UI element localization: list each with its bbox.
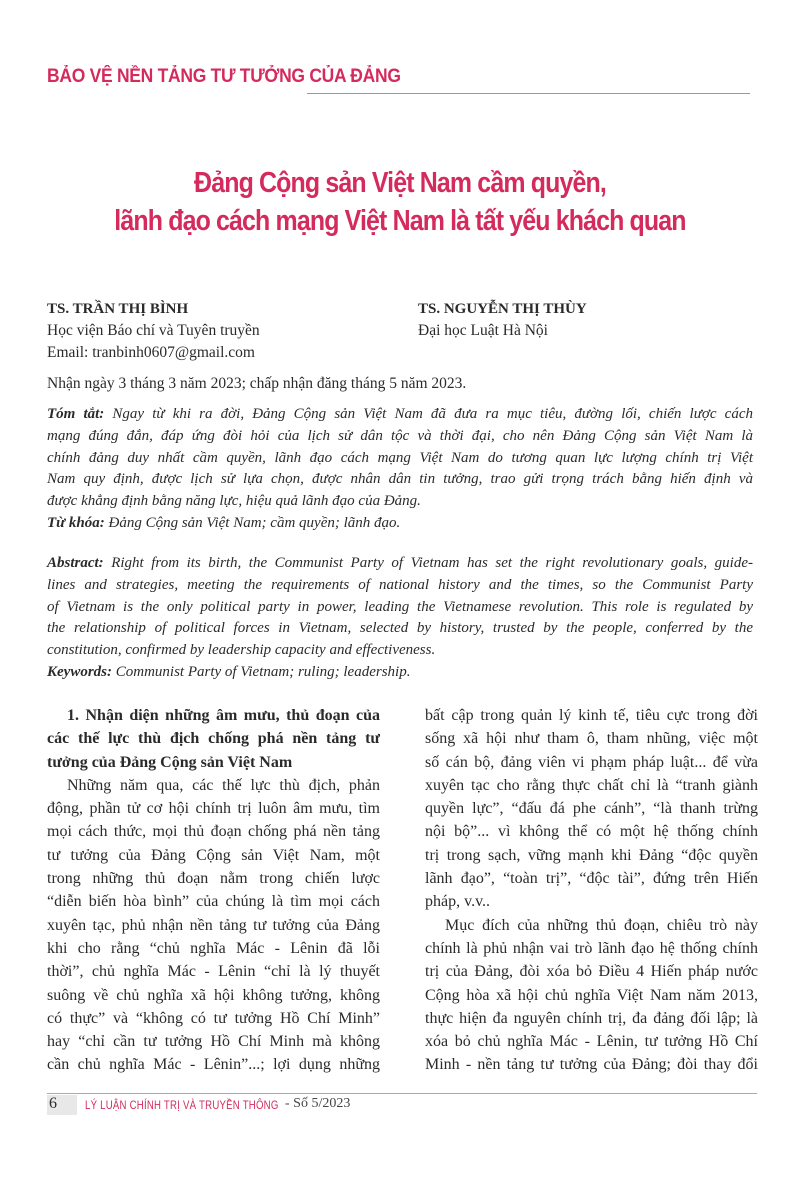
body-text-line: xuyên tạc, phủ nhận nền tảng tư tưởng của Đảng — [47, 916, 380, 934]
section-header: BẢO VỆ NỀN TẢNG TƯ TƯỞNG CỦA ĐẢNG — [47, 66, 401, 87]
author-name: TS. TRẦN THỊ BÌNH — [47, 301, 189, 317]
author-affiliation: Đại học Luật Hà Nội — [418, 322, 548, 339]
body-text-line: cần chủ nghĩa Mác - Lênin”...; lợi dụng những — [47, 1056, 380, 1074]
abstract-text: of Vietnam is the only political party in power, leading the Vietnamese revolution. This role is regulated by — [47, 598, 753, 615]
body-text-line: hay “chỉ cần tư tưởng Hồ Chí Minh mà không — [47, 1033, 380, 1051]
body-text-line: “diễn biến hòa bình” của chúng là tìm mọi cách — [47, 893, 380, 911]
keywords-line — [47, 662, 753, 684]
abstract-label: Tóm tắt: — [47, 406, 105, 422]
abstract-text: Nam quy định, được lịch sử lựa chọn, được nhân dân tin tưởng, trao gửi trọng trách bằng hiến định và — [47, 471, 753, 488]
abstract-line — [47, 618, 753, 640]
section-heading-line: 1. Nhận diện những âm mưu, thủ đoạn của — [67, 707, 380, 724]
keywords-label: Từ khóa: — [47, 514, 105, 531]
body-text-line: khi cho rằng “chủ nghĩa Mác - Lênin đã lỗi — [47, 939, 380, 957]
body-text-line: suông về chủ nghĩa xã hội không tưởng, không — [47, 986, 380, 1004]
body-text-line: xuyên tạc cho rằng thực chất chỉ là “tranh giành — [425, 776, 758, 794]
abstract-line — [47, 553, 753, 575]
abstract-line — [47, 491, 753, 513]
body-text-line: Những năm qua, các thế lực thù địch, phản — [67, 776, 380, 794]
body-text-line: pháp, v.v.. — [425, 893, 491, 911]
article-title — [0, 164, 800, 240]
body-text-line: lãnh đạo”, “toàn trị”, “độc tài”, đứng trên Hiến — [425, 870, 758, 888]
abstract-line — [47, 404, 753, 426]
body-text-line: Mục đích của những thủ đoạn, chiêu trò này — [445, 916, 758, 934]
abstract-line — [47, 469, 753, 491]
body-text-line: Minh - nền tảng tư tưởng của Đảng; đòi thay đổi — [425, 1056, 758, 1074]
abstract-text: mạng đúng đắn, đáp ứng đòi hỏi của lịch sử dân tộc và thời đại, cho nên Đảng Cộng sản Việt Nam là — [47, 427, 753, 444]
keywords-text: Communist Party of Vietnam; ruling; leadership. — [112, 663, 411, 680]
abstract-text: Right from its birth, the Communist Party of Vietnam has set the right revolutionary goals, guide- — [103, 555, 753, 571]
body-column-right — [425, 704, 758, 1077]
section-heading-line: tưởng của Đảng Cộng sản Việt Nam — [47, 753, 293, 771]
issue-number: - Số 5/2023 — [285, 1096, 351, 1111]
abstract-line — [47, 597, 753, 619]
body-text-line: sống xã hội như tham ô, tham nhũng, việc một — [425, 730, 758, 748]
body-text-line: mọi cách thức, mọi thủ đoạn chống phá nền tảng — [47, 823, 380, 841]
abstract-label: Abstract: — [47, 555, 104, 571]
abstract-text: được khẳng định bằng năng lực, hiệu quả lãnh đạo của Đảng. — [47, 493, 421, 510]
received-date: Nhận ngày 3 tháng 3 năm 2023; chấp nhận đăng tháng 5 năm 2023. — [47, 375, 467, 392]
abstract-line — [47, 448, 753, 470]
body-text-line: số cán bộ, đảng viên vi phạm pháp luật... để vừa — [425, 753, 758, 771]
abstract-line — [47, 426, 753, 448]
keywords-label: Keywords: — [47, 663, 112, 680]
body-text-line: thực hiện đa nguyên chính trị, đa đảng đối lập; là — [425, 1009, 758, 1027]
footer-divider — [47, 1093, 757, 1094]
body-text-line: trong những thủ đoạn nằm trong chiến lược — [47, 870, 380, 888]
title-line: Đảng Cộng sản Việt Nam cầm quyền, — [194, 167, 606, 199]
author-2 — [418, 298, 587, 342]
body-text-line: chính là phủ nhận vai trò lãnh đạo hệ thống chính — [425, 939, 758, 957]
author-name: TS. NGUYỄN THỊ THÙY — [418, 301, 587, 317]
page-number: 6 — [47, 1095, 77, 1115]
body-text-line: tư tưởng của Đảng Cộng sản Việt Nam, một — [47, 846, 380, 864]
body-text-line: xóa bỏ chủ nghĩa Mác - Lênin, tư tưởng Hồ Chí — [425, 1033, 758, 1051]
abstract-text: chính đảng duy nhất cầm quyền, lãnh đạo cách mạng Việt Nam do tương quan lực lượng chính trị Việt — [47, 449, 753, 466]
author-affiliation: Học viện Báo chí và Tuyên truyền — [47, 322, 260, 339]
abstract-line — [47, 575, 753, 597]
body-text-line: quyền lực”, “đấu đá phe cánh”, “là thanh trừng — [425, 800, 758, 818]
abstract-english — [47, 553, 753, 684]
body-text-line: Cộng hòa xã hội chủ nghĩa Việt Nam năm 2013, — [425, 986, 758, 1004]
abstract-text: lines and strategies, meeting the requirements of national history and the times, so the Communist Party — [47, 576, 753, 593]
journal-name: LÝ LUẬN CHÍNH TRỊ VÀ TRUYỀN THÔNG — [85, 1098, 279, 1112]
keywords-line — [47, 513, 753, 535]
body-text-line: nội bộ”... vì không thể có một hệ thống chính — [425, 823, 758, 841]
body-text-line: có thực” và “không có tư tưởng Hồ Chí Minh” — [47, 1009, 380, 1027]
body-text-line: động, phần tử cơ hội chính trị luôn âm mưu, tìm — [47, 800, 380, 818]
body-column-left — [47, 704, 380, 1077]
title-line: lãnh đạo cách mạng Việt Nam là tất yếu khách quan — [114, 205, 686, 237]
abstract-text: Ngay từ khi ra đời, Đảng Cộng sản Việt Nam đã đưa ra mục tiêu, đường lối, chiến lược cách — [104, 406, 753, 422]
author-1 — [47, 298, 260, 364]
abstract-text: constitution, confirmed by leadership capacity and effectiveness. — [47, 642, 436, 659]
body-text-line: trị trong sạch, vững mạnh khi Đảng “độc quyền — [425, 846, 758, 864]
header-divider — [307, 93, 750, 94]
body-text-line: trị của Đảng, đòi xóa bỏ Điều 4 Hiến pháp nước — [425, 963, 758, 981]
body-text-line: thời”, chủ nghĩa Mác - Lênin “chỉ là lý thuyết — [47, 963, 380, 981]
abstract-text: the relationship of political forces in Vietnam, selected by history, trusted by the people, conferred by the — [47, 620, 753, 637]
body-text-line: bất cập trong quản lý kinh tế, tiêu cực trong đời — [425, 707, 758, 724]
author-email: Email: tranbinh0607@gmail.com — [47, 344, 255, 361]
section-heading-line: các thế lực thù địch chống phá nền tảng tư — [47, 730, 380, 748]
abstract-line — [47, 640, 753, 662]
keywords-text: Đảng Cộng sản Việt Nam; cầm quyền; lãnh đạo. — [104, 514, 401, 531]
abstract-vietnamese — [47, 404, 753, 535]
